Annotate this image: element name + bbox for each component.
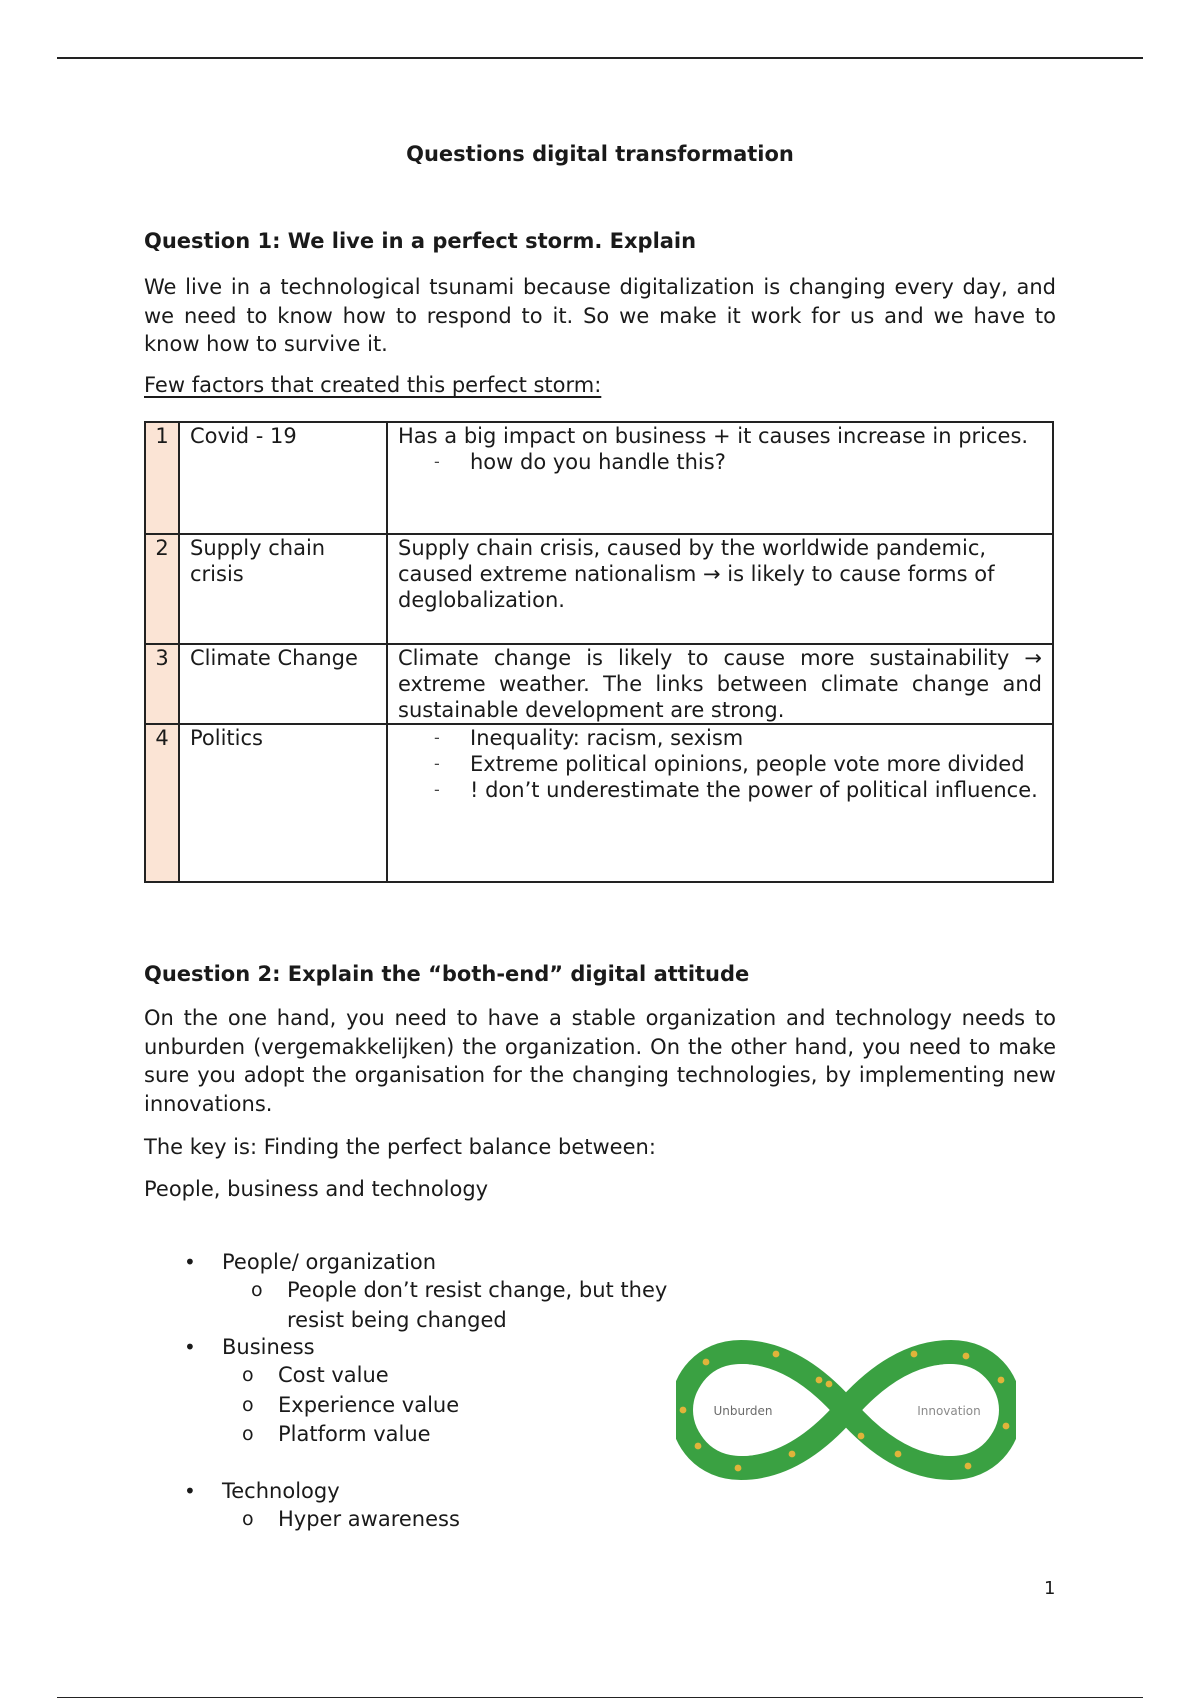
loop-dot bbox=[789, 1451, 796, 1458]
table-row bbox=[145, 724, 1053, 882]
factor-name: Politics bbox=[179, 724, 387, 882]
loop-dot bbox=[998, 1377, 1005, 1384]
factor-name: Covid - 19 bbox=[179, 422, 387, 534]
loop-dot bbox=[695, 1443, 702, 1450]
factor-description-cell bbox=[387, 644, 1053, 724]
loop-dot bbox=[816, 1377, 823, 1384]
key-line: The key is: Finding the perfect balance between: bbox=[144, 1135, 656, 1159]
outline-sublist bbox=[144, 1505, 704, 1535]
factor-number: 3 bbox=[145, 644, 179, 724]
factor-description-cell bbox=[387, 724, 1053, 882]
outline-item-business: • Business bbox=[144, 1333, 704, 1361]
factor-number: 2 bbox=[145, 534, 179, 644]
factors-table bbox=[144, 421, 1054, 883]
loop-dot bbox=[963, 1353, 970, 1360]
loop-dot bbox=[1003, 1423, 1010, 1430]
list-item: - Inequality: racism, sexism bbox=[470, 725, 1042, 751]
factor-bullets bbox=[398, 725, 1042, 803]
question-1-heading: Question 1: We live in a perfect storm. Explain bbox=[144, 229, 697, 253]
document-title: Questions digital transformation bbox=[406, 142, 794, 166]
infinity-diagram bbox=[676, 1340, 1016, 1480]
top-rule bbox=[57, 57, 1143, 59]
loop-dot bbox=[735, 1465, 742, 1472]
loop-dot bbox=[895, 1451, 902, 1458]
factor-name: Supply chain crisis bbox=[179, 534, 387, 644]
table-row bbox=[145, 644, 1053, 724]
factor-description: Climate change is likely to cause more sustainability → extreme weather. The links between climate change and sustainable development are strong. bbox=[398, 646, 1042, 722]
question-2-heading: Question 2: Explain the “both-end” digital attitude bbox=[144, 962, 750, 986]
list-item: o People don’t resist change, but they resist being changed bbox=[287, 1276, 704, 1335]
bottom-rule bbox=[57, 1697, 1143, 1698]
outline-business bbox=[144, 1333, 704, 1450]
list-item: o Cost value bbox=[278, 1361, 704, 1391]
loop-dot bbox=[703, 1359, 710, 1366]
factor-description: Supply chain crisis, caused by the worldwide pandemic, caused extreme nationalism → is likely to cause forms of deglobalization. bbox=[398, 536, 995, 612]
page-number: 1 bbox=[1044, 1578, 1056, 1599]
factor-number: 4 bbox=[145, 724, 179, 882]
loop-dot bbox=[773, 1351, 780, 1358]
list-item: - Extreme political opinions, people vote more divided bbox=[470, 751, 1042, 777]
list-item: - how do you handle this? bbox=[470, 449, 1042, 475]
factor-description: Has a big impact on business + it causes increase in prices. bbox=[398, 424, 1029, 448]
table-row bbox=[145, 534, 1053, 644]
loop-dot bbox=[680, 1407, 687, 1414]
question-2-paragraph: On the one hand, you need to have a stable organization and technology needs to unburden (vergemakkelijken) the organization. On the other hand, you need to make sure you adopt the organisation for the changing technologies, by implementing new innovations. bbox=[144, 1006, 1056, 1116]
innovation-label: Innovation bbox=[917, 1404, 981, 1418]
factor-description-cell bbox=[387, 534, 1053, 644]
triad-line: People, business and technology bbox=[144, 1177, 489, 1201]
factor-description-cell bbox=[387, 422, 1053, 534]
outline-sublist bbox=[144, 1361, 704, 1450]
list-item: o Experience value bbox=[278, 1391, 704, 1421]
loop-dot bbox=[911, 1351, 918, 1358]
factor-bullets bbox=[398, 449, 1042, 475]
table-row bbox=[145, 422, 1053, 534]
loop-dot bbox=[965, 1463, 972, 1470]
outline-technology bbox=[144, 1477, 704, 1535]
outline-sublist bbox=[144, 1276, 704, 1335]
factors-label: Few factors that created this perfect storm: bbox=[144, 373, 602, 397]
loop-dot bbox=[858, 1433, 865, 1440]
outline-item-technology: • Technology bbox=[144, 1477, 704, 1505]
loop-dot bbox=[826, 1381, 833, 1388]
factor-name: Climate Change bbox=[179, 644, 387, 724]
factor-number: 1 bbox=[145, 422, 179, 534]
list-item: o Platform value bbox=[278, 1420, 704, 1450]
outline-item-people: • People/ organization bbox=[144, 1248, 704, 1276]
unburden-label: Unburden bbox=[713, 1404, 773, 1418]
outline-people bbox=[144, 1248, 704, 1335]
list-item: - ! don’t underestimate the power of political influence. bbox=[470, 777, 1042, 803]
list-item: o Hyper awareness bbox=[278, 1505, 704, 1535]
question-1-paragraph: We live in a technological tsunami because digitalization is changing every day, and we need to know how to respond to it. So we make it work for us and we have to know how to survive it. bbox=[144, 275, 1056, 356]
